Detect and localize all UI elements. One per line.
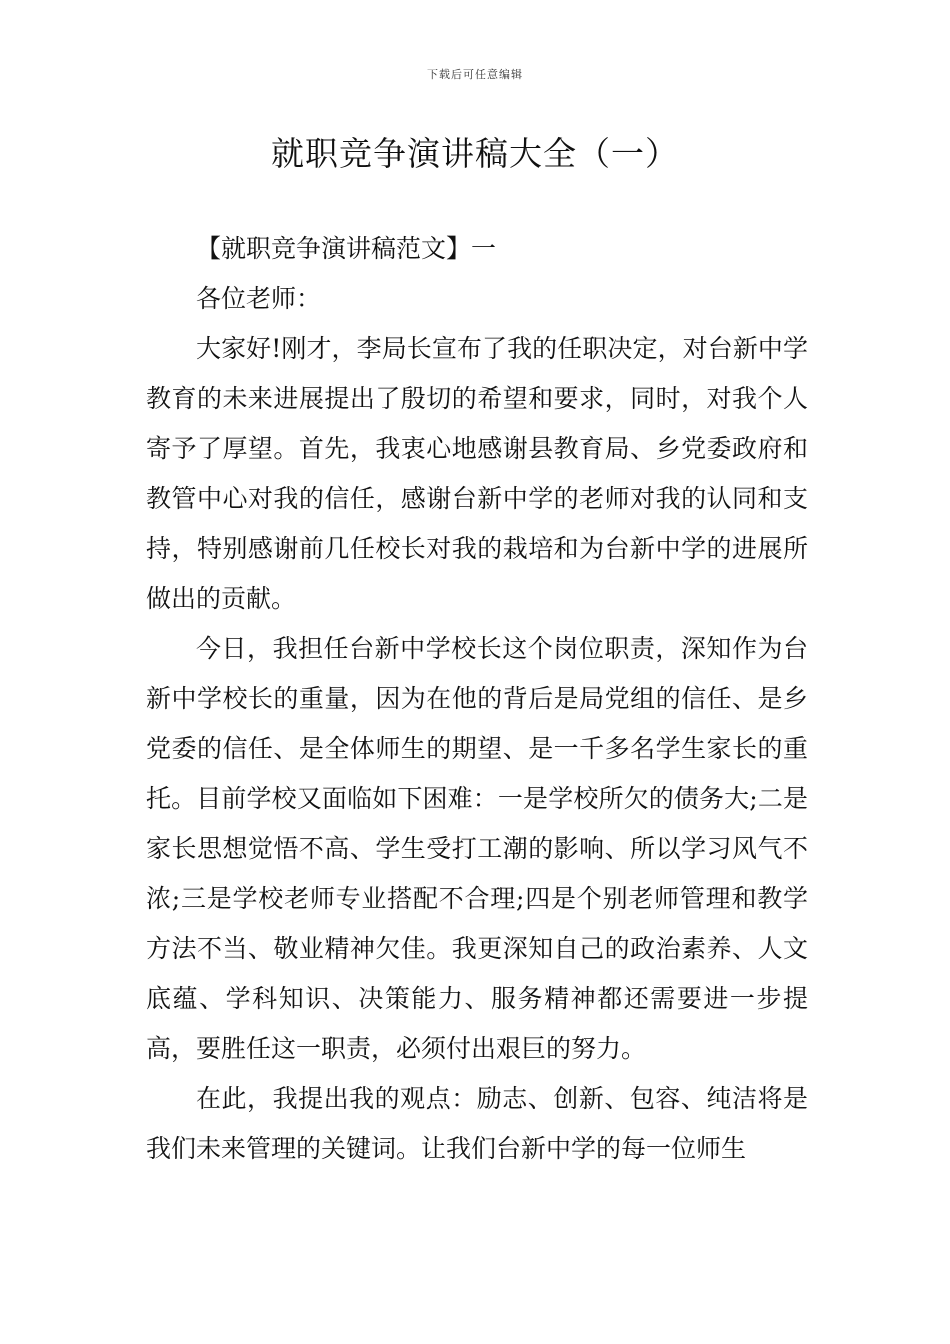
paragraph: 在此，我提出我的观点：励志、创新、包容、纯洁将是我们未来管理的关键词。让我们台新中学的每一位师生 — [146, 1084, 808, 1163]
document-title: 就职竞争演讲稿大全（一） — [271, 134, 679, 173]
document-body — [146, 224, 808, 1174]
paragraph: 大家好!刚才，李局长宣布了我的任职决定，对台新中学教育的未来进展提出了殷切的希望和要求，同时，对我个人寄予了厚望。首先，我衷心地感谢县教育局、乡党委政府和教管中心对我的信任，感谢台新中学的老师对我的认同和支持，特别感谢前几任校长对我的栽培和为台新中学的进展所做出的贡献。 — [146, 334, 808, 613]
header-note: 下载后可任意编辑 — [427, 68, 523, 81]
paragraph: 今日，我担任台新中学校长这个岗位职责，深知作为台新中学校长的重量，因为在他的背后是局党组的信任、是乡党委的信任、是全体师生的期望、是一千多名学生家长的重托。目前学校又面临如下困难：一是学校所欠的债务大;二是家长思想觉悟不高、学生受打工潮的影响、所以学习风气不浓;三是学校老师专业搭配不合理;四是个别老师管理和教学方法不当、敬业精神欠佳。我更深知自己的政治素养、人文底蕴、学科知识、决策能力、服务精神都还需要进一步提高，要胜任这一职责，必须付出艰巨的努力。 — [146, 634, 808, 1063]
salutation: 各位老师： — [196, 284, 322, 313]
section-heading: 【就职竞争演讲稿范文】一 — [196, 234, 497, 263]
